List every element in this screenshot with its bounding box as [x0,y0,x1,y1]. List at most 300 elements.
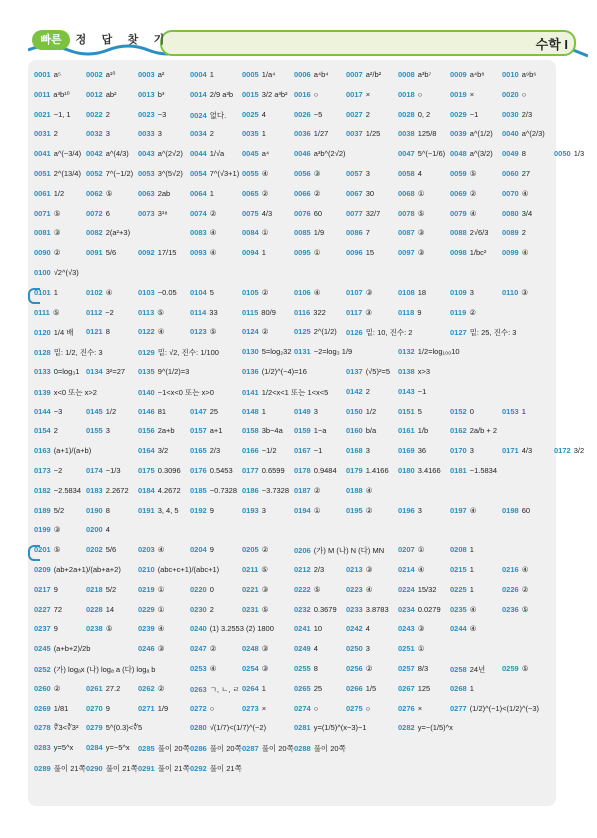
problem-number: 0187 [294,485,311,495]
answer-item [346,90,370,99]
answer-value: 2a/b + 2 [469,426,498,436]
answer-value: a+1 [209,426,223,436]
answer-value: ⑤ [261,604,269,614]
answer-item [346,565,372,574]
answer-value: (1) 3.2553 (2) 1800 [209,624,274,634]
answer-value: 7 [365,228,370,238]
answer-item [138,545,164,554]
answer-item [294,308,326,317]
problem-number: 0225 [450,584,467,594]
answer-value: ① [157,584,165,594]
answer-value: 2/3 [313,564,325,574]
answer-item [242,704,266,713]
problem-number: 0163 [34,446,51,456]
problem-number: 0043 [138,149,155,159]
answer-value: ⑤ [313,584,321,594]
problem-number: 0008 [398,70,415,79]
subject-title: 수학 I [535,37,568,52]
problem-number: 0239 [138,624,155,634]
problem-number: 0084 [242,228,259,238]
answer-item [190,248,216,257]
answer-item [398,288,426,297]
answer-item [398,644,424,653]
problem-number: 0074 [190,208,207,218]
answer-value: 3 [469,446,474,456]
answer-item [242,426,283,435]
answer-value: ④ [209,663,217,673]
problem-number: 0232 [294,604,311,614]
problem-number: 0183 [86,485,103,495]
problem-number: 0228 [86,604,103,614]
answer-value: 80/9 [261,307,276,317]
problem-number: 0209 [34,564,51,574]
answer-item [346,228,370,237]
problem-number: 0020 [502,89,519,99]
problem-number: 0236 [502,604,519,614]
answer-item [138,149,183,158]
answer-value: 풀이 21쪽 [105,763,138,773]
answer-value: 0.3679 [313,604,337,614]
problem-number: 0188 [346,485,363,495]
answer-value: ③ [157,644,165,654]
answer-value: 125/8 [417,129,437,139]
answer-item [450,149,493,158]
answer-item [398,426,428,435]
answer-item [450,565,474,574]
problem-number: 0176 [190,465,207,475]
answer-row [34,545,554,565]
answer-item [294,605,337,614]
answer-value: −5 [313,109,323,119]
problem-number: 0177 [242,465,259,475]
answer-value: ③ [53,525,61,535]
answer-item [190,90,233,99]
problem-number: 0005 [242,70,259,79]
problem-number: 0027 [346,109,363,119]
answer-item [190,704,214,713]
problem-number: 0199 [34,525,51,535]
answer-item [34,248,60,257]
answer-value: −2 [53,465,63,475]
answer-value: 5^(0.3)<∜5 [105,723,143,733]
answer-value: 10 [313,624,323,634]
answer-value: ② [521,584,529,594]
answer-value: 1/2=log₁₀₀10 [417,347,460,357]
problem-number: 0174 [86,465,103,475]
problem-number: 0173 [34,465,51,475]
answer-value: 125 [417,683,431,693]
problem-number: 0141 [242,387,259,397]
problem-number: 0222 [294,584,311,594]
problem-number: 0229 [138,604,155,614]
answer-item [346,486,372,495]
answer-item [190,327,216,336]
answer-item [398,70,431,79]
problem-number: 0109 [450,287,467,297]
problem-number: 0226 [502,584,519,594]
problem-number: 0136 [242,366,259,376]
problem-number: 0018 [398,89,415,99]
problem-number: 0219 [138,584,155,594]
answer-item [138,169,183,178]
answer-value: 9 [209,505,214,515]
answer-value: 32/7 [365,208,381,218]
answer-item [294,486,320,495]
problem-number: 0066 [294,188,311,198]
answer-value: 1 [261,129,266,139]
problem-number: 0128 [34,348,51,358]
problem-number: 0080 [502,208,519,218]
answer-item [502,407,526,416]
problem-number: 0178 [294,465,311,475]
problem-number: 0191 [138,505,155,515]
answer-item [190,763,242,774]
answer-item [398,129,436,138]
problem-number: 0213 [346,564,363,574]
answer-row [34,347,554,367]
problem-number: 0064 [190,188,207,198]
answer-value: × [469,89,475,99]
answer-item [242,169,268,178]
answer-item [190,209,216,218]
problem-number: 0137 [346,366,363,376]
problem-number: 0165 [190,446,207,456]
answer-value: 1 [209,188,214,198]
answer-item [138,565,219,574]
tab-char-3: 답 [101,34,113,46]
answer-value: a⁹b⁶ [521,70,537,79]
answer-item [398,367,430,376]
problem-number: 0056 [294,168,311,178]
answer-value: ① [157,604,165,614]
problem-number: 0267 [398,683,415,693]
answer-value: 풀이 21쪽 [53,763,86,773]
problem-number: 0156 [138,426,155,436]
answer-item [346,506,372,515]
answer-value: 322 [313,307,326,317]
answer-value: a⁴ [261,149,270,159]
answer-value: ⑤ [53,545,61,555]
problem-number: 0273 [242,703,259,713]
answer-value: ④ [469,624,477,634]
answer-item [242,565,268,574]
answer-value: (ab+2a+1)/(ab+a+2) [53,564,121,574]
answer-item [398,565,424,574]
answer-item [190,149,224,158]
problem-number: 0030 [502,109,519,119]
problem-number: 0029 [450,109,467,119]
problem-number: 0196 [398,505,415,515]
problem-number: 0049 [502,149,519,159]
problem-number: 0096 [346,248,363,258]
answer-item [190,129,214,138]
answer-value: a⁴b⁴ [313,70,329,79]
problem-number: 0221 [242,584,259,594]
problem-number: 0166 [242,446,259,456]
problem-number: 0179 [346,465,363,475]
problem-number: 0194 [294,505,311,515]
answer-value: y=−(1/5)^x [417,723,453,733]
answer-item [346,466,389,475]
answer-item [450,308,476,317]
problem-number: 0052 [86,168,103,178]
answer-item [346,110,370,119]
problem-number: 0289 [34,763,51,773]
answer-item [346,209,380,218]
answer-item [242,189,268,198]
problem-number: 0274 [294,703,311,713]
answer-item [86,367,125,376]
problem-number: 0292 [190,763,207,773]
answer-item [502,605,528,614]
answer-item [190,605,214,614]
answer-row [34,446,585,466]
problem-number: 0271 [138,703,155,713]
answer-value: 4.2672 [157,485,181,495]
problem-number: 0245 [34,644,51,654]
problem-number: 0115 [242,307,259,317]
problem-number: 0283 [34,743,51,753]
header [28,24,566,54]
problem-number: 0217 [34,584,51,594]
problem-number: 0181 [450,465,467,475]
problem-number: 0227 [34,604,51,614]
answer-value: × [365,89,371,99]
answer-value: ③ [261,663,269,673]
problem-number: 0003 [138,70,155,79]
answer-item [34,466,62,475]
tab-quick: 빠른 [32,30,70,50]
answer-value: 2ab [157,188,171,198]
answer-value: −3.7328 [261,485,290,495]
answer-value: 0 [209,584,214,594]
answer-value: 2a+b [157,426,175,436]
answer-value: 밑: √2, 진수: 1/100 [157,348,219,358]
problem-number: 0021 [34,109,51,119]
answer-item [138,605,164,614]
answer-value: b³ [157,89,165,99]
answer-value: 2 [209,604,214,614]
answer-item [294,743,346,754]
answer-value: ④ [157,327,165,337]
problem-number: 0287 [242,744,259,754]
answer-value: ⑤ [417,208,425,218]
answer-item [34,70,61,79]
problem-number: 0159 [294,426,311,436]
answer-value: y=−5^x [105,743,130,753]
problem-number: 0240 [190,624,207,634]
problem-number: 0017 [346,89,363,99]
answer-item [502,288,528,297]
problem-number: 0266 [346,683,363,693]
answer-row [34,644,554,664]
problem-number: 0246 [138,644,155,654]
answer-row [34,723,554,743]
problem-number: 0060 [502,168,519,178]
answer-item [190,70,214,79]
answer-item [190,723,266,732]
problem-number: 0264 [242,683,259,693]
answer-item [398,446,426,455]
answer-value: −1/2 [261,446,277,456]
answer-value: ④ [157,624,165,634]
answer-item [294,684,322,693]
answer-item [190,585,214,594]
answer-value: ③ [365,307,373,317]
answer-value: ⑤ [157,307,165,317]
problem-number: 0260 [34,683,51,693]
answer-value: −0.05 [157,287,177,297]
answer-item [242,486,289,495]
answer-item [450,585,474,594]
problem-number: 0253 [190,663,207,673]
problem-number: 0114 [190,307,207,317]
answer-item [34,506,64,515]
problem-number: 0133 [34,366,51,376]
answer-item [450,209,476,218]
answer-value: 18 [417,287,427,297]
answer-item [138,90,164,99]
answer-value: ○ [209,703,215,713]
problem-number: 0247 [190,644,207,654]
problem-number: 0065 [242,188,259,198]
answer-item [34,367,79,376]
answer-value: ④ [261,168,269,178]
answer-item [346,624,370,633]
answer-value: 2√6/3 [469,228,489,238]
answer-value: ③ [53,228,61,238]
problem-number: 0022 [86,109,103,119]
answer-value: (√5)²=5 [365,366,391,376]
answer-row [34,426,554,446]
answer-item [138,367,189,376]
problem-number: 0045 [242,149,259,159]
answer-value: 1/a⁴ [261,70,276,79]
answer-value: 1 [469,584,474,594]
problem-number: 0089 [502,228,519,238]
answer-value: ② [53,683,61,693]
answer-value: (a+b+2)/2b [53,644,91,654]
problem-number: 0118 [398,307,415,317]
answer-value: ④ [313,287,321,297]
answer-value: 5 [417,406,422,416]
answer-value: 2 [53,426,58,436]
answer-value: −3 [157,109,167,119]
answer-value: ③ [261,644,269,654]
problem-number: 0101 [34,287,51,297]
answer-value: 1 [209,70,214,79]
problem-number: 0244 [450,624,467,634]
answer-value: ① [417,545,425,555]
answer-value: 3 [105,426,110,436]
answer-item [86,149,129,158]
answer-item [346,367,390,376]
answer-item [34,129,58,138]
answer-value: 1/5 [365,683,377,693]
answer-value: 1/bc² [469,248,487,258]
problem-number: 0142 [346,386,363,396]
answer-value: 2 [365,109,370,119]
answer-value: ② [261,545,269,555]
problem-number: 0138 [398,366,415,376]
problem-number: 0082 [86,228,103,238]
answer-item [34,525,60,534]
answer-value: ④ [469,505,477,515]
problem-number: 0077 [346,208,363,218]
problem-number: 0157 [190,426,207,436]
problem-number: 0206 [294,546,311,556]
problem-number: 0280 [190,723,207,733]
problem-number: 0090 [34,248,51,258]
answer-value: ① [417,188,425,198]
answer-item [138,644,164,653]
answer-item [502,169,530,178]
answer-value: b/a [365,426,377,436]
answer-value: 3/4 [521,208,533,218]
problem-number: 0048 [450,149,467,159]
answer-value: 2^(1/2) [313,327,337,337]
answer-value: −1<x<0 또는 x>0 [157,387,214,397]
answer-item [34,110,71,119]
answer-value: 2/3 [521,109,533,119]
answer-row [34,189,554,209]
answer-item [294,189,320,198]
answer-item [138,704,168,713]
problem-number: 0055 [242,168,259,178]
answer-item [34,209,60,218]
problem-number: 0153 [502,406,519,416]
answer-value: 5 [209,287,214,297]
answer-item [502,565,528,574]
problem-number: 0167 [294,446,311,456]
problem-number: 0026 [294,109,311,119]
answer-value: 2 [209,129,214,139]
problem-number: 0112 [86,307,103,317]
answer-value: 1.4166 [365,465,389,475]
problem-number: 0035 [242,129,259,139]
problem-number: 0230 [190,604,207,614]
problem-number: 0094 [242,248,259,258]
answer-row [34,605,554,625]
answer-row [34,70,554,90]
answer-value: 0.0279 [417,604,441,614]
problem-number: 0149 [294,406,311,416]
answer-value: a⁵ [53,70,61,79]
answer-item [346,387,370,396]
answer-item [346,189,374,198]
problem-number: 0024 [190,110,207,120]
problem-number: 0254 [242,663,259,673]
answer-item [138,347,219,358]
answer-item [242,209,272,218]
answer-value: a² [157,70,165,79]
answer-value: x>3 [417,366,430,376]
problem-number: 0071 [34,208,51,218]
answer-value: 8 [521,149,526,159]
answer-item [190,169,239,178]
answer-value: 밑: 10, 진수: 2 [365,328,413,338]
answer-item [138,684,164,693]
answer-item [138,585,164,594]
answer-value: −2 [105,307,114,317]
answer-row [34,268,554,288]
problem-number: 0182 [34,485,51,495]
problem-number: 0092 [138,248,155,258]
answer-value: 8 [105,505,110,515]
problem-number: 0122 [138,327,155,337]
problem-number: 0038 [398,129,415,139]
problem-number: 0014 [190,89,207,99]
